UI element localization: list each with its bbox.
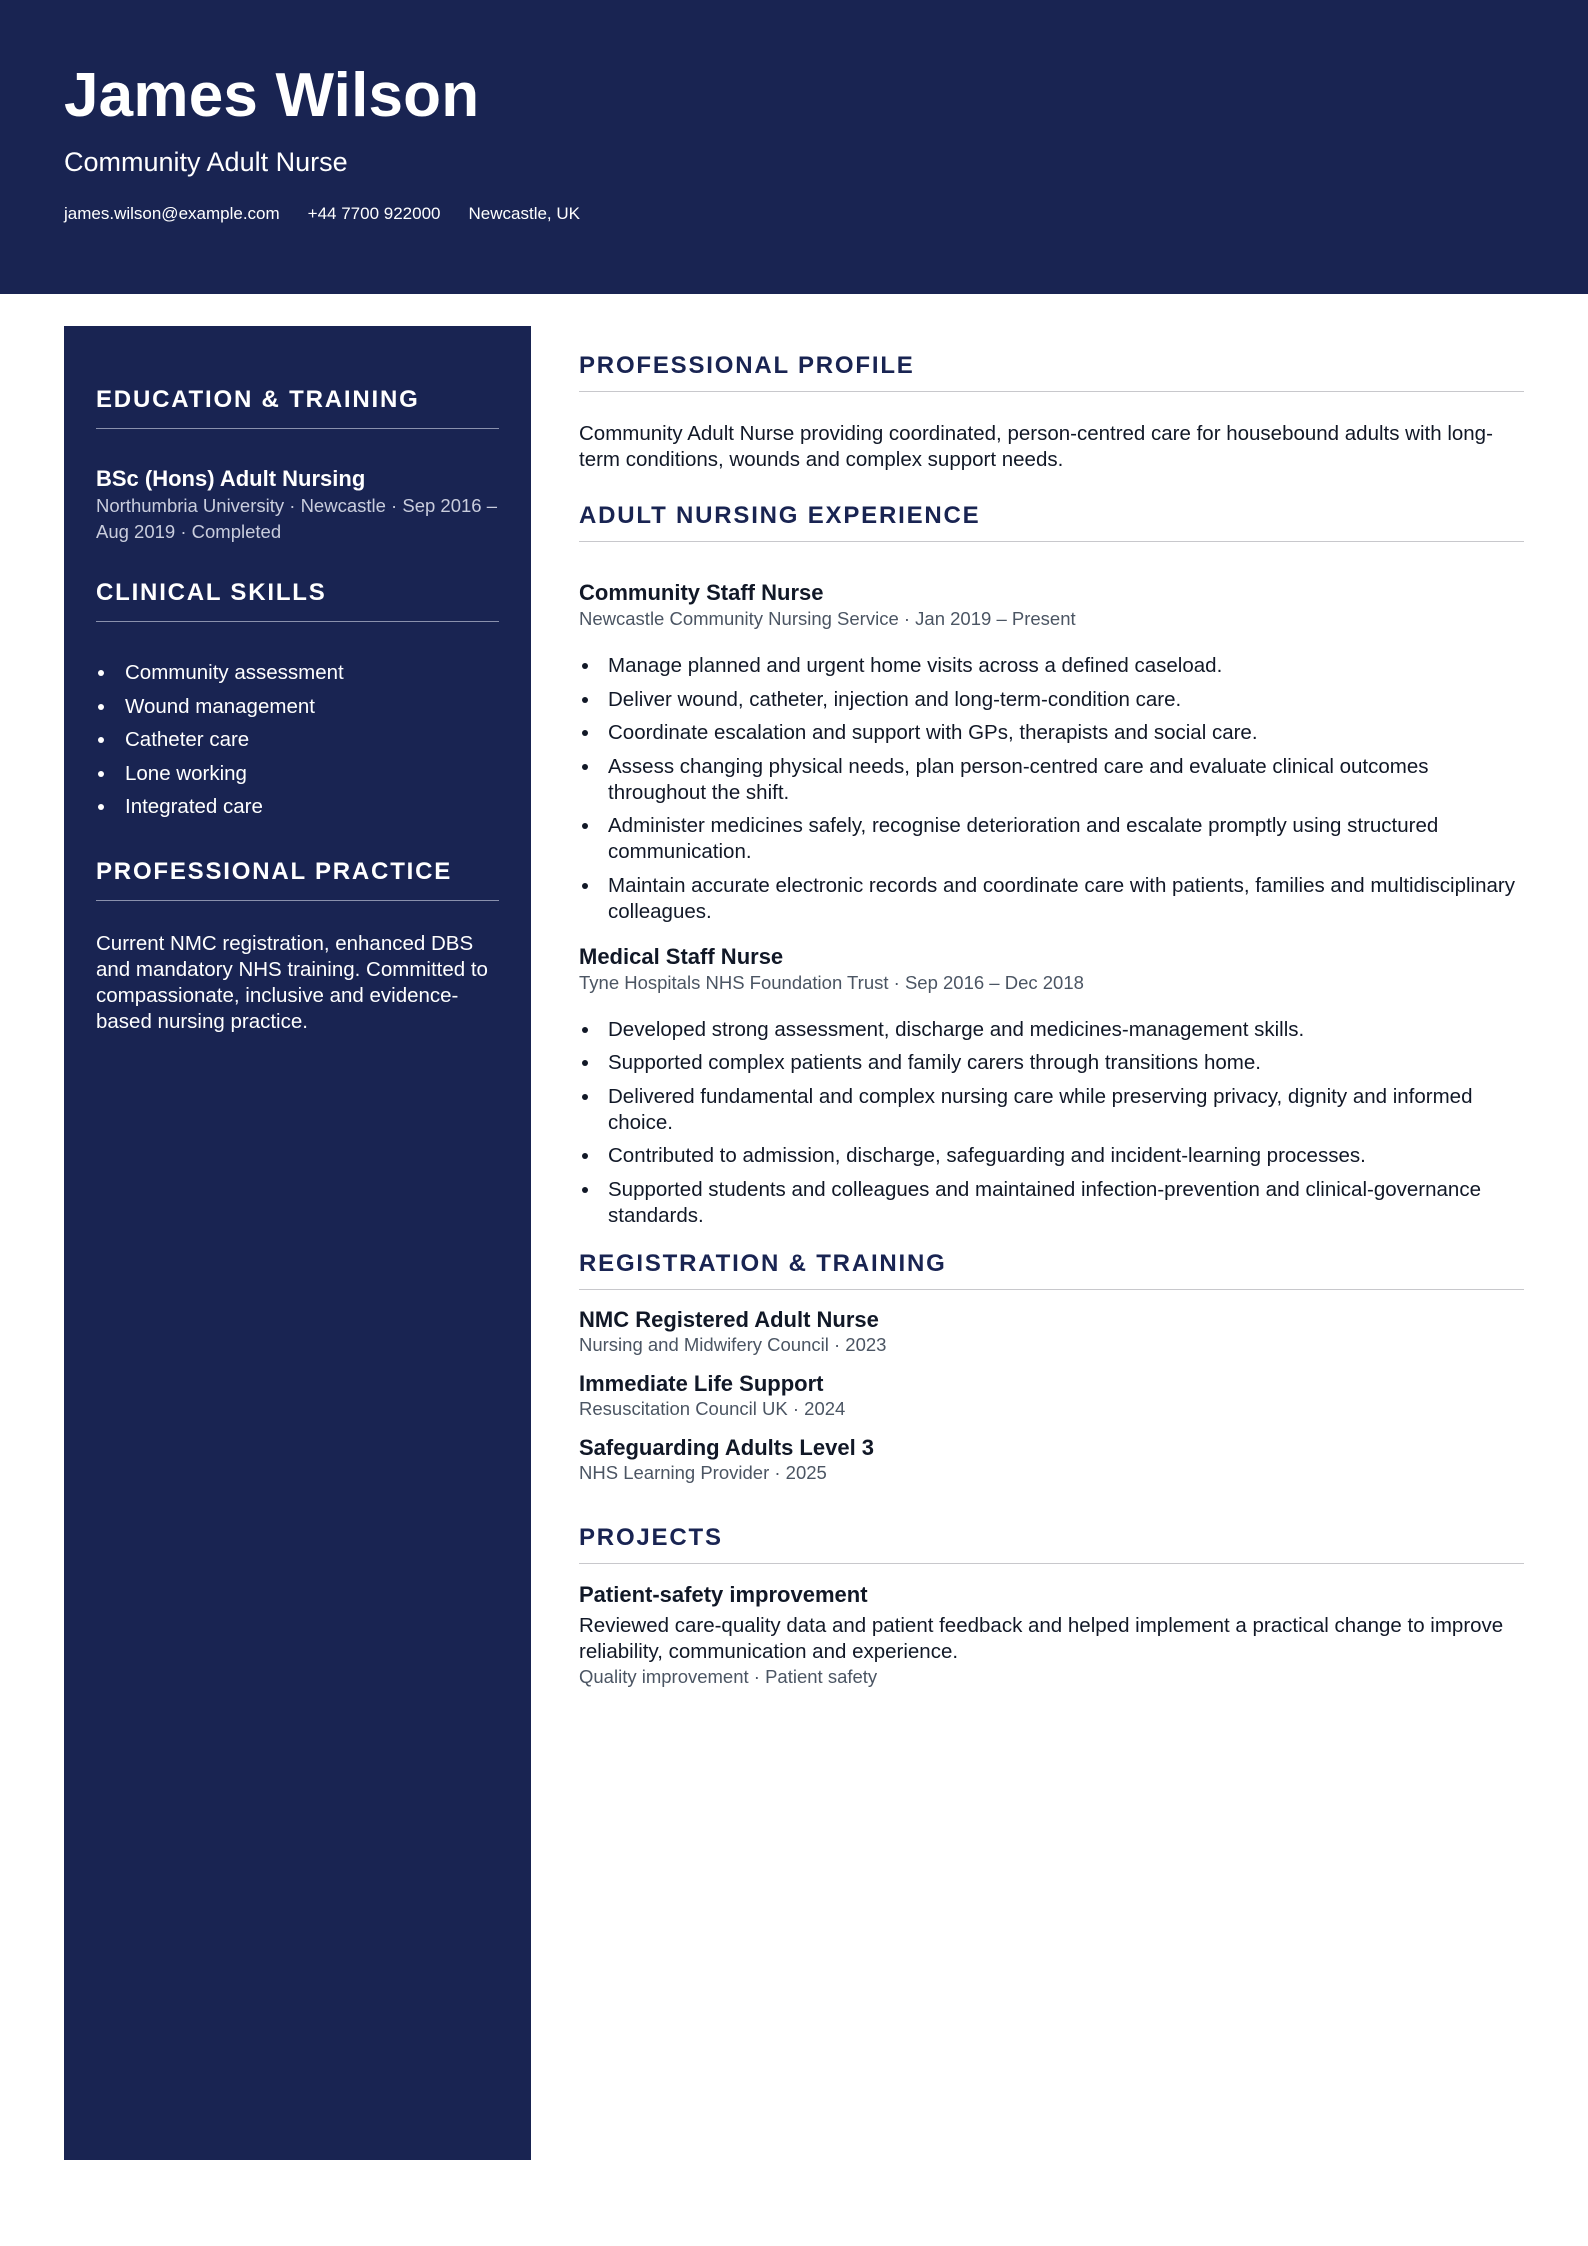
job-bullet: Supported students and colleagues and maintained infection-prevention and clinical-governance standards.: [579, 1177, 1524, 1229]
job-meta: Newcastle Community Nursing Service · Jan 2019 – Present: [579, 608, 1076, 629]
skill-item: Lone working: [96, 757, 499, 791]
skill-item: Community assessment: [96, 656, 499, 690]
job-bullets: [579, 1017, 1524, 1229]
projects-section: [579, 1520, 1524, 1689]
job-bullet: Coordinate escalation and support with GPs, therapists and social care.: [579, 720, 1524, 746]
registration-title: Immediate Life Support: [579, 1370, 824, 1396]
skills-list: [96, 656, 499, 824]
education-degree: BSc (Hons) Adult Nursing: [96, 466, 366, 491]
resume-header: [0, 0, 1588, 294]
practice-heading: PROFESSIONAL PRACTICE: [96, 854, 499, 901]
projects-heading: PROJECTS: [579, 1520, 1524, 1564]
registration-item: [579, 1306, 1524, 1356]
job-meta: Tyne Hospitals NHS Foundation Trust · Sep 2016 – Dec 2018: [579, 971, 1084, 993]
registration-section: [579, 1246, 1524, 1484]
sidebar: [64, 326, 531, 2160]
job-title: Community Staff Nurse: [579, 580, 824, 605]
skill-item: Catheter care: [96, 723, 499, 757]
main-content: [579, 348, 1524, 1689]
registration-title: Safeguarding Adults Level 3: [579, 1434, 875, 1460]
registration-meta: Resuscitation Council UK · 2024: [579, 1397, 846, 1419]
practice-text: Current NMC registration, enhanced DBS and mandatory NHS training. Committed to compassionate, inclusive and evidence-based nursing practice.: [96, 931, 488, 1033]
skills-section: [96, 575, 499, 824]
job-bullet: Administer medicines safely, recognise deterioration and escalate promptly using structured communication.: [579, 813, 1524, 865]
practice-section: [96, 854, 499, 1035]
profile-heading: PROFESSIONAL PROFILE: [579, 348, 1524, 392]
registration-item: [579, 1370, 1524, 1420]
registration-meta: NHS Learning Provider · 2025: [579, 1461, 827, 1483]
experience-heading: ADULT NURSING EXPERIENCE: [579, 498, 1524, 542]
job-bullet: Contributed to admission, discharge, safeguarding and incident-learning processes.: [579, 1143, 1524, 1169]
job-bullet: Delivered fundamental and complex nursing care while preserving privacy, dignity and informed choice.: [579, 1084, 1524, 1136]
education-meta: Northumbria University · Newcastle · Sep 2016 – Aug 2019 · Completed: [96, 495, 497, 542]
registration-item: [579, 1434, 1524, 1484]
candidate-title: Community Adult Nurse: [64, 147, 348, 177]
job-bullet: Assess changing physical needs, plan person-centred care and evaluate clinical outcomes throughout the shift.: [579, 754, 1524, 806]
contact-location: Newcastle, UK: [468, 204, 580, 223]
contact-info: [64, 202, 580, 226]
skill-item: Wound management: [96, 690, 499, 724]
contact-email[interactable]: james.wilson@example.com: [64, 204, 280, 223]
profile-text: Community Adult Nurse providing coordinated, person-centred care for housebound adults with long-term conditions, wounds and complex support needs.: [579, 422, 1493, 471]
job-bullet: Manage planned and urgent home visits across a defined caseload.: [579, 653, 1524, 679]
education-section: [96, 382, 499, 545]
registration-meta: Nursing and Midwifery Council · 2023: [579, 1333, 887, 1355]
project-title: Patient-safety improvement: [579, 1581, 868, 1607]
project-tags: Quality improvement · Patient safety: [579, 1665, 878, 1687]
job-bullet: Maintain accurate electronic records and coordinate care with patients, families and multidisciplinary colleagues.: [579, 873, 1524, 925]
profile-section: [579, 348, 1524, 473]
experience-section: [579, 498, 1524, 1229]
job-bullet: Developed strong assessment, discharge and medicines-management skills.: [579, 1017, 1524, 1043]
registration-heading: REGISTRATION & TRAINING: [579, 1246, 1524, 1290]
skill-item: Integrated care: [96, 790, 499, 824]
job-bullets: [579, 653, 1524, 925]
skills-heading: CLINICAL SKILLS: [96, 575, 499, 622]
job-title: Medical Staff Nurse: [579, 943, 784, 969]
project-text: Reviewed care-quality data and patient feedback and helped implement a practical change to improve reliability, communication and experience.: [579, 1613, 1504, 1663]
job-entry: [579, 943, 1524, 1229]
job-entry: [579, 579, 1524, 925]
registration-title: NMC Registered Adult Nurse: [579, 1306, 879, 1332]
contact-phone[interactable]: +44 7700 922000: [307, 204, 441, 223]
candidate-name: James Wilson: [64, 61, 480, 130]
job-bullet: Deliver wound, catheter, injection and long-term-condition care.: [579, 687, 1524, 713]
education-heading: EDUCATION & TRAINING: [96, 382, 499, 429]
job-bullet: Supported complex patients and family carers through transitions home.: [579, 1050, 1524, 1076]
